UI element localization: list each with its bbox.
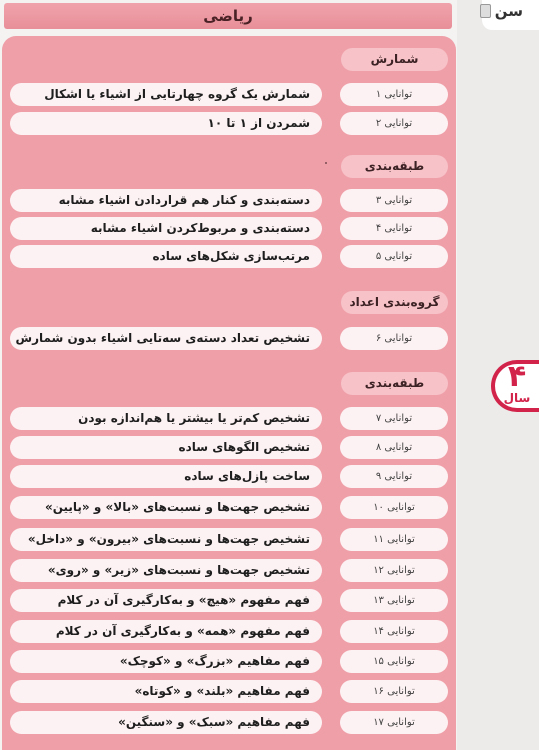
skill-text: دسته‌بندی و مربوط‌کردن اشیاء مشابه	[10, 217, 322, 240]
skill-text: فهم مفهوم «هیچ» و به‌کارگیری آن در کلام	[10, 589, 322, 612]
skill-text: فهم مفهوم «همه» و به‌کارگیری آن در کلام	[10, 620, 322, 643]
section-header: طبقه‌بندی	[341, 372, 448, 395]
ability-label: توانایی ۱۱	[340, 528, 448, 551]
ability-label: توانایی ۱۲	[340, 559, 448, 582]
ability-label: توانایی ۱۰	[340, 496, 448, 519]
age-number: ۴	[507, 359, 527, 394]
skill-text: فهم مفاهیم «سبک» و «سنگین»	[10, 711, 322, 734]
ability-label: توانایی ۴	[340, 217, 448, 240]
skill-text: تشخیص جهت‌ها و نسبت‌های «زیر» و «روی»	[10, 559, 322, 582]
skill-row	[2, 650, 456, 673]
section-header: شمارش	[341, 48, 448, 71]
age-tab	[482, 0, 539, 30]
ability-label: توانایی ۷	[340, 407, 448, 430]
age-badge	[491, 360, 539, 412]
skill-row	[2, 496, 456, 519]
age-label: سال	[503, 391, 531, 405]
skill-text: تشخیص الگوهای ساده	[10, 436, 322, 459]
ability-label: توانایی ۱	[340, 83, 448, 106]
section-header: طبقه‌بندی	[341, 155, 448, 178]
skill-text: شمارش یک گروه چهارتایی از اشیاء یا اشکال	[10, 83, 322, 106]
skill-row	[2, 528, 456, 551]
skill-text: تشخیص تعداد دسته‌ی سه‌تایی اشیاء بدون شمارش	[10, 327, 322, 350]
ability-label: توانایی ۱۶	[340, 680, 448, 703]
skill-text: تشخیص جهت‌ها و نسبت‌های «بیرون» و «داخل»	[10, 528, 322, 551]
tab-marker-icon	[480, 4, 491, 18]
skill-row	[2, 83, 456, 106]
skill-row	[2, 465, 456, 488]
skill-row	[2, 711, 456, 734]
ability-label: توانایی ۶	[340, 327, 448, 350]
skill-row	[2, 680, 456, 703]
page-title: ریاضی	[203, 7, 253, 25]
ability-label: توانایی ۳	[340, 189, 448, 212]
skill-row	[2, 217, 456, 240]
skill-row	[2, 189, 456, 212]
ability-label: توانایی ۱۷	[340, 711, 448, 734]
ability-label: توانایی ۱۳	[340, 589, 448, 612]
ability-label: توانایی ۹	[340, 465, 448, 488]
skill-text: فهم مفاهیم «بلند» و «کوتاه»	[10, 680, 322, 703]
skill-text: تشخیص کم‌تر یا بیشتر یا هم‌اندازه بودن	[10, 407, 322, 430]
skill-text: دسته‌بندی و کنار هم قراردادن اشیاء مشابه	[10, 189, 322, 212]
speck-mark	[325, 162, 327, 164]
ability-label: توانایی ۸	[340, 436, 448, 459]
skill-text: تشخیص جهت‌ها و نسبت‌های «بالا» و «پایین»	[10, 496, 322, 519]
skill-row	[2, 407, 456, 430]
subject-header	[4, 3, 452, 29]
skill-row	[2, 245, 456, 268]
skill-row	[2, 112, 456, 135]
section-header: گروه‌بندی اعداد	[341, 291, 448, 314]
skill-text: مرتب‌سازی شکل‌های ساده	[10, 245, 322, 268]
skill-row	[2, 559, 456, 582]
skill-row	[2, 327, 456, 350]
age-tab-text: سن	[494, 2, 523, 20]
ability-label: توانایی ۵	[340, 245, 448, 268]
skills-panel	[2, 36, 456, 750]
skill-row	[2, 436, 456, 459]
ability-label: توانایی ۱۵	[340, 650, 448, 673]
ability-label: توانایی ۲	[340, 112, 448, 135]
ability-label: توانایی ۱۴	[340, 620, 448, 643]
skill-text: فهم مفاهیم «بزرگ» و «کوچک»	[10, 650, 322, 673]
skill-text: ساخت پازل‌های ساده	[10, 465, 322, 488]
skill-row	[2, 589, 456, 612]
skill-row	[2, 620, 456, 643]
skill-text: شمردن از ۱ تا ۱۰	[10, 112, 322, 135]
